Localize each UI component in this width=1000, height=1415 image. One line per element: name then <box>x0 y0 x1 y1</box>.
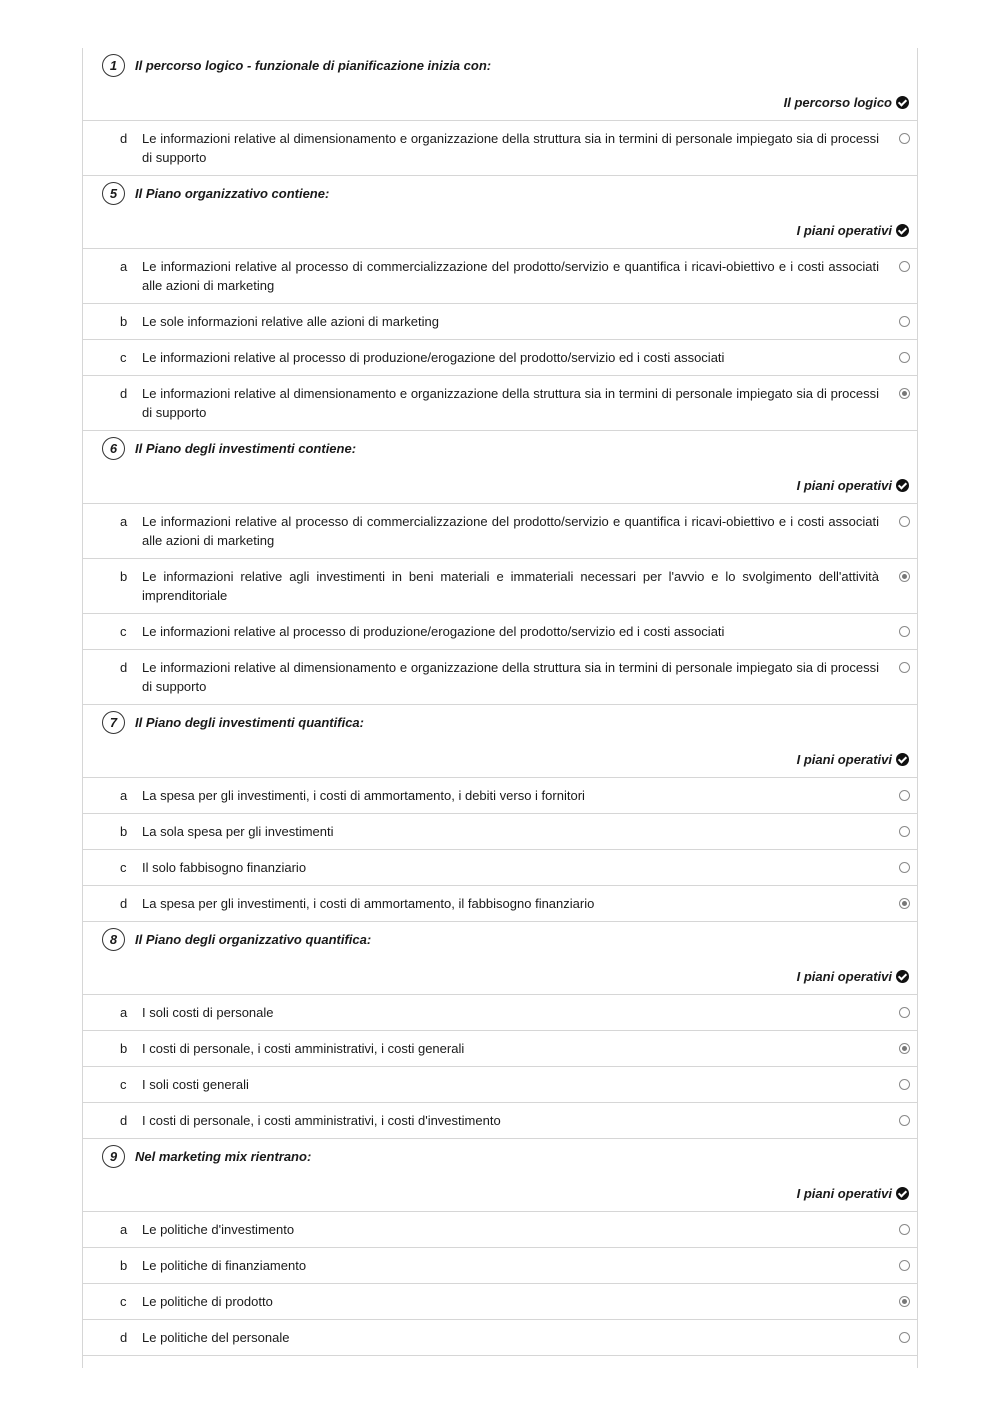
check-circle-icon <box>896 753 909 766</box>
answer-option[interactable] <box>83 304 917 340</box>
question-number: 1 <box>102 54 125 77</box>
answer-text: Il solo fabbisogno finanziario <box>142 860 307 875</box>
radio-unselected[interactable] <box>899 862 910 873</box>
check-circle-icon <box>896 224 909 237</box>
answer-letter: c <box>120 1077 127 1092</box>
check-circle-icon <box>896 96 909 109</box>
question-number: 9 <box>102 1145 125 1168</box>
question-text: Nel marketing mix rientrano: <box>135 1149 312 1164</box>
answer-option[interactable] <box>83 886 917 922</box>
question-header <box>83 1139 917 1212</box>
radio-unselected[interactable] <box>899 1079 910 1090</box>
radio-unselected[interactable] <box>899 1260 910 1271</box>
radio-selected[interactable] <box>899 1043 910 1054</box>
radio-unselected[interactable] <box>899 1115 910 1126</box>
radio-unselected[interactable] <box>899 826 910 837</box>
answer-text: I soli costi generali <box>142 1077 249 1092</box>
answer-text: Le informazioni relative al processo di produzione/erogazione del prodotto/servizio ed i costi associati <box>142 624 725 639</box>
question-block <box>83 176 917 431</box>
topic-label: I piani operativi <box>796 752 892 767</box>
answer-letter: a <box>120 259 128 274</box>
answer-text: Le politiche di finanziamento <box>142 1258 307 1273</box>
answer-text: Le informazioni relative al processo di commercializzazione del prodotto/servizio e quantifica i ricavi-obiettivo e i costi associati alle azioni di marketing <box>142 514 879 548</box>
answer-option[interactable] <box>83 559 917 614</box>
topic-label: I piani operativi <box>796 1186 892 1201</box>
answer-option[interactable] <box>83 778 917 814</box>
answer-option[interactable] <box>83 1248 917 1284</box>
answer-letter: a <box>120 1222 128 1237</box>
question-text: Il Piano degli investimenti contiene: <box>135 441 357 456</box>
answer-letter: d <box>120 1113 128 1128</box>
topic-label: I piani operativi <box>796 223 892 238</box>
check-circle-icon <box>896 479 909 492</box>
answer-option[interactable] <box>83 1031 917 1067</box>
question-text: Il Piano degli organizzativo quantifica: <box>135 932 372 947</box>
check-circle-icon <box>896 970 909 983</box>
radio-unselected[interactable] <box>899 790 910 801</box>
question-topic <box>797 1186 909 1201</box>
question-text: Il Piano degli investimenti quantifica: <box>135 715 364 730</box>
question-topic <box>797 223 909 238</box>
answer-letter: a <box>120 788 128 803</box>
radio-selected[interactable] <box>899 898 910 909</box>
radio-unselected[interactable] <box>899 516 910 527</box>
answer-option[interactable] <box>83 650 917 705</box>
answer-text: Le informazioni relative al dimensionamento e organizzazione della struttura sia in termini di personale impiegato sia di processi di supporto <box>142 660 879 694</box>
answer-text: Le politiche di prodotto <box>142 1294 273 1309</box>
answer-option[interactable] <box>83 1284 917 1320</box>
radio-unselected[interactable] <box>899 261 910 272</box>
answer-letter: b <box>120 569 128 584</box>
answer-letter: a <box>120 1005 128 1020</box>
answer-option[interactable] <box>83 1212 917 1248</box>
question-header <box>83 705 917 778</box>
topic-label: I piani operativi <box>796 478 892 493</box>
radio-unselected[interactable] <box>899 316 910 327</box>
answer-text: Le politiche del personale <box>142 1330 290 1345</box>
answer-letter: a <box>120 514 128 529</box>
question-header <box>83 176 917 249</box>
answer-option[interactable] <box>83 376 917 431</box>
question-topic <box>797 969 909 984</box>
answer-option[interactable] <box>83 995 917 1031</box>
answer-text: La sola spesa per gli investimenti <box>142 824 334 839</box>
answer-option[interactable] <box>83 1067 917 1103</box>
answer-text: I costi di personale, i costi amministrativi, i costi generali <box>142 1041 465 1056</box>
answer-letter: c <box>120 624 127 639</box>
radio-unselected[interactable] <box>899 1007 910 1018</box>
question-header <box>83 922 917 995</box>
check-circle-icon <box>896 1187 909 1200</box>
answer-text: Le informazioni relative al dimensionamento e organizzazione della struttura sia in termini di personale impiegato sia di processi di supporto <box>142 131 879 165</box>
radio-unselected[interactable] <box>899 1332 910 1343</box>
answer-text: Le informazioni relative al dimensionamento e organizzazione della struttura sia in termini di personale impiegato sia di processi di supporto <box>142 386 879 420</box>
question-header <box>83 48 917 121</box>
question-block <box>83 922 917 1139</box>
answer-option[interactable] <box>83 1320 917 1356</box>
question-number: 6 <box>102 437 125 460</box>
answer-letter: d <box>120 660 128 675</box>
answer-letter: b <box>120 1258 128 1273</box>
answer-letter: d <box>120 1330 128 1345</box>
radio-unselected[interactable] <box>899 1224 910 1235</box>
answer-text: Le politiche d'investimento <box>142 1222 295 1237</box>
question-text: Il Piano organizzativo contiene: <box>135 186 330 201</box>
question-block <box>83 431 917 705</box>
question-number: 7 <box>102 711 125 734</box>
answer-letter: c <box>120 1294 127 1309</box>
answer-letter: d <box>120 896 128 911</box>
radio-unselected[interactable] <box>899 352 910 363</box>
radio-selected[interactable] <box>899 388 910 399</box>
answer-text: Le sole informazioni relative alle azioni di marketing <box>142 314 439 329</box>
answer-text: Le informazioni relative al processo di commercializzazione del prodotto/servizio e quantifica i ricavi-obiettivo e i costi associati alle azioni di marketing <box>142 259 879 293</box>
answer-letter: b <box>120 1041 128 1056</box>
answer-option[interactable] <box>83 814 917 850</box>
answer-letter: b <box>120 314 128 329</box>
answer-option[interactable] <box>83 614 917 650</box>
answer-option[interactable] <box>83 1103 917 1139</box>
question-topic <box>797 752 909 767</box>
question-number: 5 <box>102 182 125 205</box>
question-block <box>83 705 917 922</box>
answer-text: La spesa per gli investimenti, i costi di ammortamento, il fabbisogno finanziario <box>142 896 595 911</box>
answer-option[interactable] <box>83 504 917 559</box>
question-block <box>83 48 917 176</box>
answer-option[interactable] <box>83 249 917 304</box>
quiz-list <box>83 48 917 1356</box>
question-topic <box>797 478 909 493</box>
radio-unselected[interactable] <box>899 133 910 144</box>
answer-text: Le informazioni relative al processo di produzione/erogazione del prodotto/servizio ed i costi associati <box>142 350 725 365</box>
answer-letter: c <box>120 350 127 365</box>
topic-label: Il percorso logico <box>783 95 892 110</box>
question-topic <box>784 95 909 110</box>
answer-letter: c <box>120 860 127 875</box>
answer-option[interactable] <box>83 850 917 886</box>
radio-selected[interactable] <box>899 1296 910 1307</box>
radio-unselected[interactable] <box>899 662 910 673</box>
answer-text: I soli costi di personale <box>142 1005 274 1020</box>
question-number: 8 <box>102 928 125 951</box>
answer-text: Le informazioni relative agli investimenti in beni materiali e immateriali necessari per l'avvio e lo svolgimento dell'attività imprenditoriale <box>142 569 879 603</box>
question-header <box>83 431 917 504</box>
answer-letter: d <box>120 131 128 146</box>
radio-unselected[interactable] <box>899 626 910 637</box>
question-text: Il percorso logico - funzionale di pianificazione inizia con: <box>135 58 492 73</box>
answer-letter: b <box>120 824 128 839</box>
topic-label: I piani operativi <box>796 969 892 984</box>
radio-selected[interactable] <box>899 571 910 582</box>
answer-text: I costi di personale, i costi amministrativi, i costi d'investimento <box>142 1113 501 1128</box>
answer-option[interactable] <box>83 121 917 176</box>
answer-text: La spesa per gli investimenti, i costi di ammortamento, i debiti verso i fornitori <box>142 788 585 803</box>
answer-option[interactable] <box>83 340 917 376</box>
question-block <box>83 1139 917 1356</box>
answer-letter: d <box>120 386 128 401</box>
